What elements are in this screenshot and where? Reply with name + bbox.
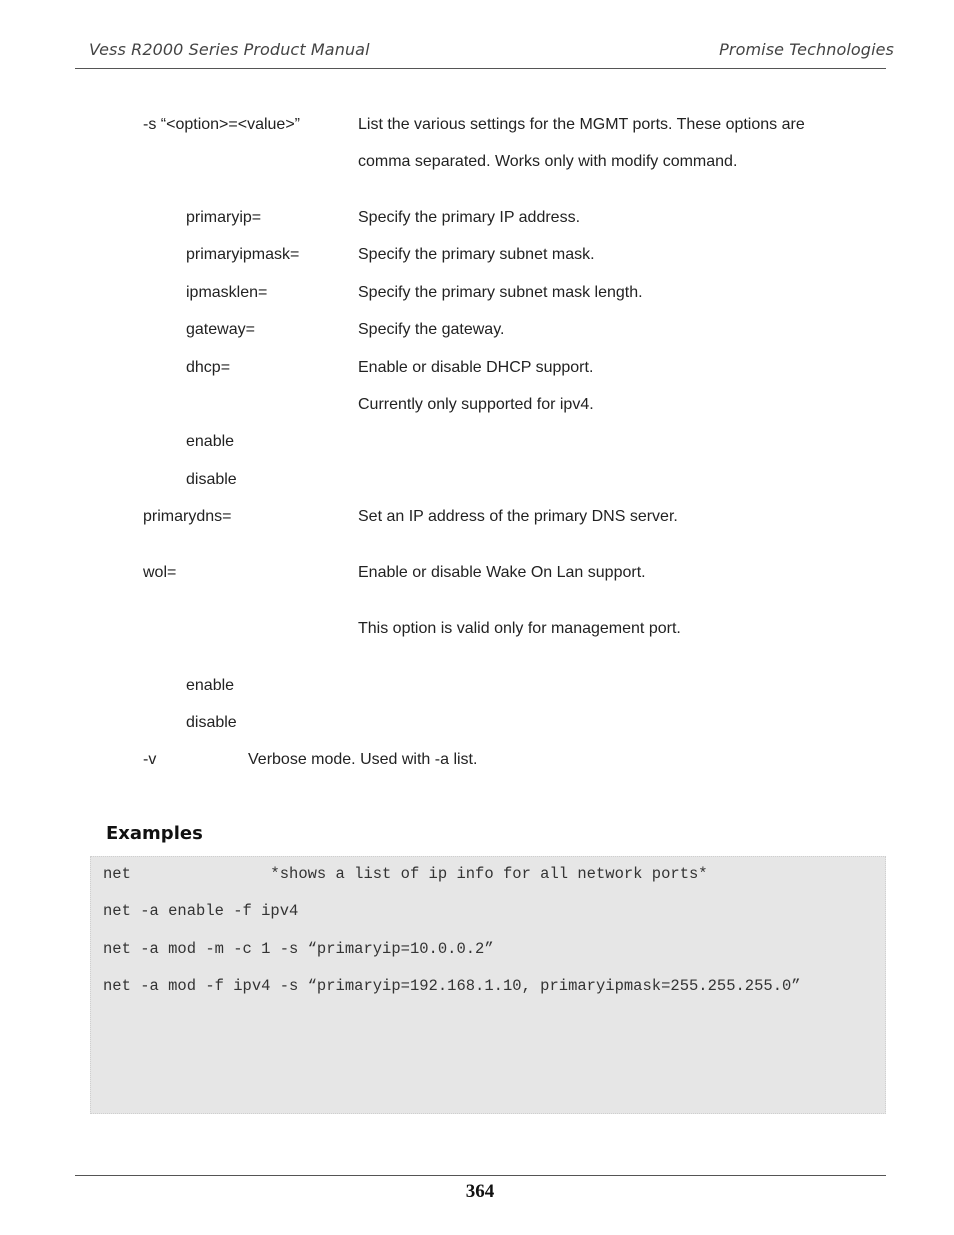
option-ipmasklen-name: ipmasklen=: [186, 284, 268, 301]
page-number: 364: [465, 1181, 495, 1202]
option-primaryip-name: primaryip=: [186, 209, 262, 226]
header-company-name: Promise Technologies: [719, 40, 894, 59]
option-v-description: Verbose mode. Used with -a list.: [248, 751, 478, 768]
option-wol-name: wol=: [143, 564, 177, 581]
code-line: net -a mod -m -c 1 -s “primaryip=10.0.0.2”: [103, 940, 494, 958]
option-wol-description: Enable or disable Wake On Lan support.: [358, 564, 646, 581]
footer-divider: [75, 1175, 886, 1176]
dhcp-value-enable: enable: [186, 433, 235, 450]
option-s-flag: -s “<option>=<value>”: [143, 116, 300, 133]
option-wol-note: This option is valid only for management port.: [358, 620, 681, 637]
option-dhcp-description: Enable or disable DHCP support.: [358, 359, 594, 376]
examples-heading: Examples: [106, 823, 203, 844]
option-v-flag: -v: [143, 751, 157, 768]
option-gateway-description: Specify the gateway.: [358, 321, 505, 338]
option-primarydns-description: Set an IP address of the primary DNS server.: [358, 508, 678, 525]
header-divider: [75, 68, 886, 69]
option-primarydns-name: primarydns=: [143, 508, 232, 525]
examples-code-block: [90, 856, 886, 1114]
option-gateway-name: gateway=: [186, 321, 255, 338]
option-dhcp-name: dhcp=: [186, 359, 231, 376]
code-line: net -a mod -f ipv4 -s “primaryip=192.168.1.10, primaryipmask=255.255.255.0”: [103, 977, 801, 995]
option-s-description-line2: comma separated. Works only with modify command.: [358, 153, 738, 170]
dhcp-value-disable: disable: [186, 471, 237, 488]
wol-value-enable: enable: [186, 677, 235, 694]
option-dhcp-note: Currently only supported for ipv4.: [358, 396, 594, 413]
code-line: net *shows a list of ip info for all network ports*: [103, 865, 708, 883]
header-manual-title: Vess R2000 Series Product Manual: [89, 40, 370, 59]
option-primaryip-description: Specify the primary IP address.: [358, 209, 581, 226]
code-line: net -a enable -f ipv4: [103, 902, 299, 920]
option-ipmasklen-description: Specify the primary subnet mask length.: [358, 284, 643, 301]
option-primaryipmask-description: Specify the primary subnet mask.: [358, 246, 595, 263]
option-s-description-line1: List the various settings for the MGMT ports. These options are: [358, 116, 805, 133]
option-primaryipmask-name: primaryipmask=: [186, 246, 300, 263]
wol-value-disable: disable: [186, 714, 237, 731]
